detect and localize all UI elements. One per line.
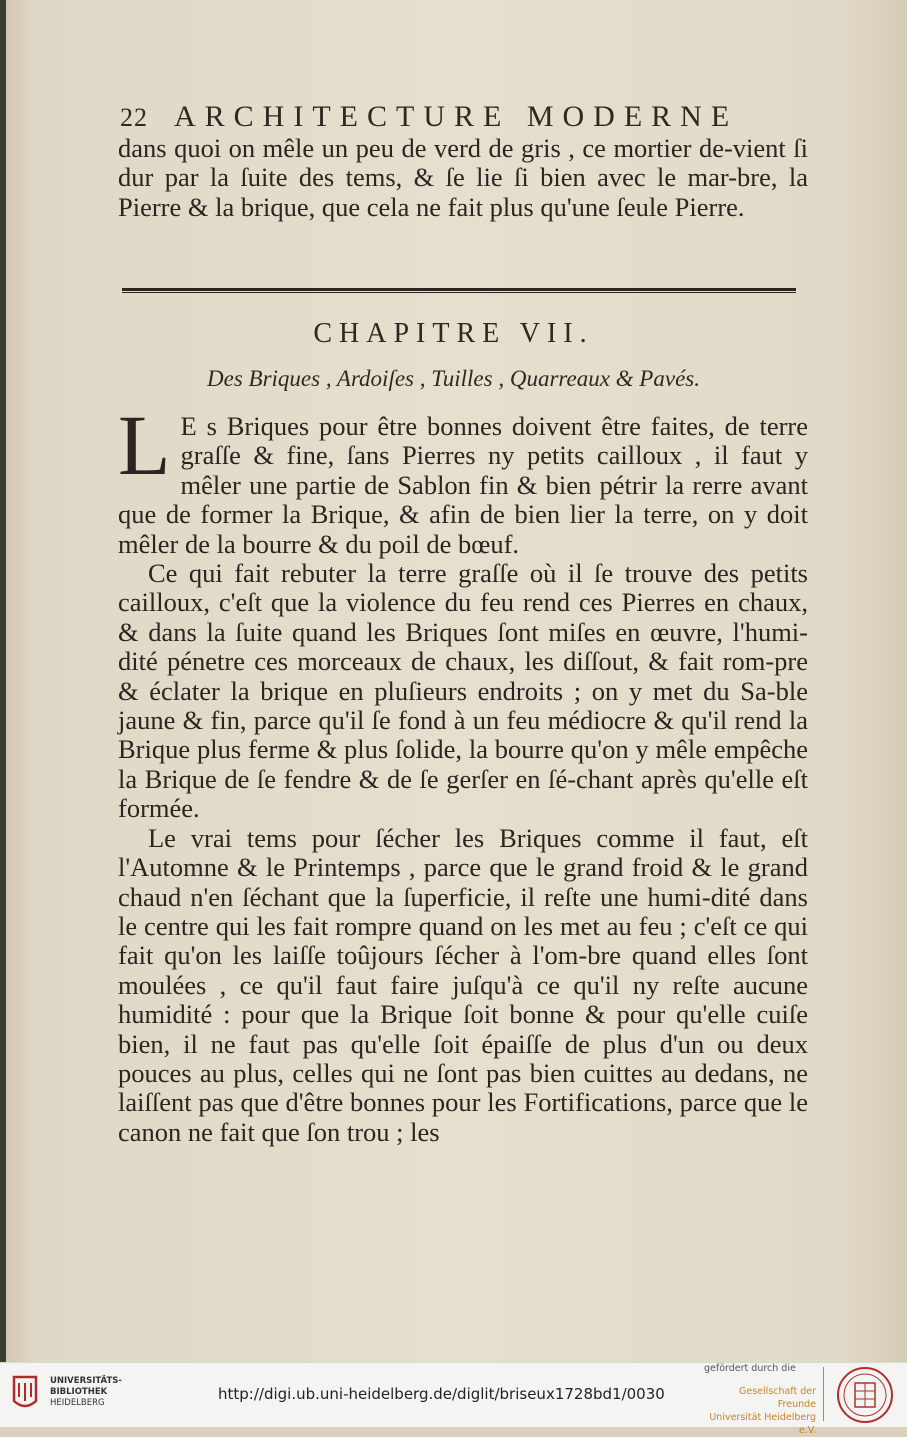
library-name: UNIVERSITÄTS- BIBLIOTHEK HEIDELBERG [50, 1376, 122, 1408]
paragraph-2: Ce qui fait rebuter la terre graſſe où il ſe trouve des petits cailloux, c'eſt que la violence du feu rend ces Pierres en chaux, & dans la ſuite quand les Briques ſont miſes en œuvre, l'humi-dité pénetre ces morceaux de chaux, les diſſout, & fait rom-pre & éclater la brique en pluſieurs endroits ; on y met du Sa-ble jaune & fin, parce qu'il ſe fond à un feu médiocre & qu'il rend la Brique plus ferme & plus ſolide, la bourre qu'on y mêle empêche la Brique de ſe fendre & de ſe gerſer en ſé-chant après qu'elle eſt formée. [118, 558, 808, 824]
society-name: Gesellschaft der Freunde Universität Heidelberg e.V. [709, 1386, 816, 1436]
paragraph-1 [118, 397, 808, 559]
funded-by-label: gefördert durch die [704, 1363, 796, 1374]
footer-divider [823, 1367, 824, 1421]
chapter-title: CHAPITRE VII. [313, 318, 594, 349]
chapter-subtitle: Des Briques , Ardoiſes , Tuilles , Quarreaux & Pavés. [207, 366, 700, 391]
continued-paragraph [118, 134, 808, 222]
drop-cap: L [118, 397, 171, 493]
paragraph-1-text: E s Briques pour être bonnes doivent être faites, de terre graſſe & fine, ſans Pierres ny petits cailloux , il faut y mêler une partie de Sablon fin & bien pétrir la rerre avant que de former la Brique, & afin de bien lier la terre, on y doit mêler de la bourre & du poil de bœuf. [118, 411, 808, 559]
permalink-url[interactable]: http://digi.ub.uni-heidelberg.de/diglit/briseux1728bd1/0030 [218, 1385, 665, 1403]
page-number: 22 [120, 103, 148, 132]
university-seal-icon [835, 1365, 895, 1425]
chapter-body [118, 397, 808, 1147]
book-spine-edge [0, 0, 6, 1362]
digitization-footer [0, 1362, 907, 1436]
running-header [120, 100, 800, 134]
running-title: ARCHITECTURE MODERNE [174, 100, 739, 133]
library-logo-icon [10, 1373, 40, 1413]
section-rule [122, 288, 796, 293]
paragraph-3: Le vrai tems pour ſécher les Briques comme il faut, eſt l'Automne & le Printemps , parce que le grand froid & le grand chaud n'en ſéchant que la ſuperficie, il reſte une humi-dité dans le centre qui les fait rompre quand on les met au feu ; c'eſt ce qui fait qu'on les laiſſe toûjours ſécher à l'om-bre quand elles ſont moulées , ce qu'il faut faire juſqu'à ce qu'il ny reſte aucune humidité : pour que la Brique ſoit bonne & pour qu'elle cuiſe bien, il ne faut pas qu'elle ſoit épaiſſe de plus d'un ou deux pouces au plus, celles qui ne ſont pas bien cuittes au dedans, ne laiſſent pas que d'être bonnes pour les Fortifications, parce que le canon ne fait que ſon trou ; les [118, 822, 808, 1147]
paragraph: dans quoi on mêle un peu de verd de gris , ce mortier de-vient ſi dur par la ſuite des tems, & ſe lie ſi bien avec le mar-bre, la Pierre & la brique, que cela ne fait plus qu'une ſeule Pierre. [118, 133, 808, 222]
